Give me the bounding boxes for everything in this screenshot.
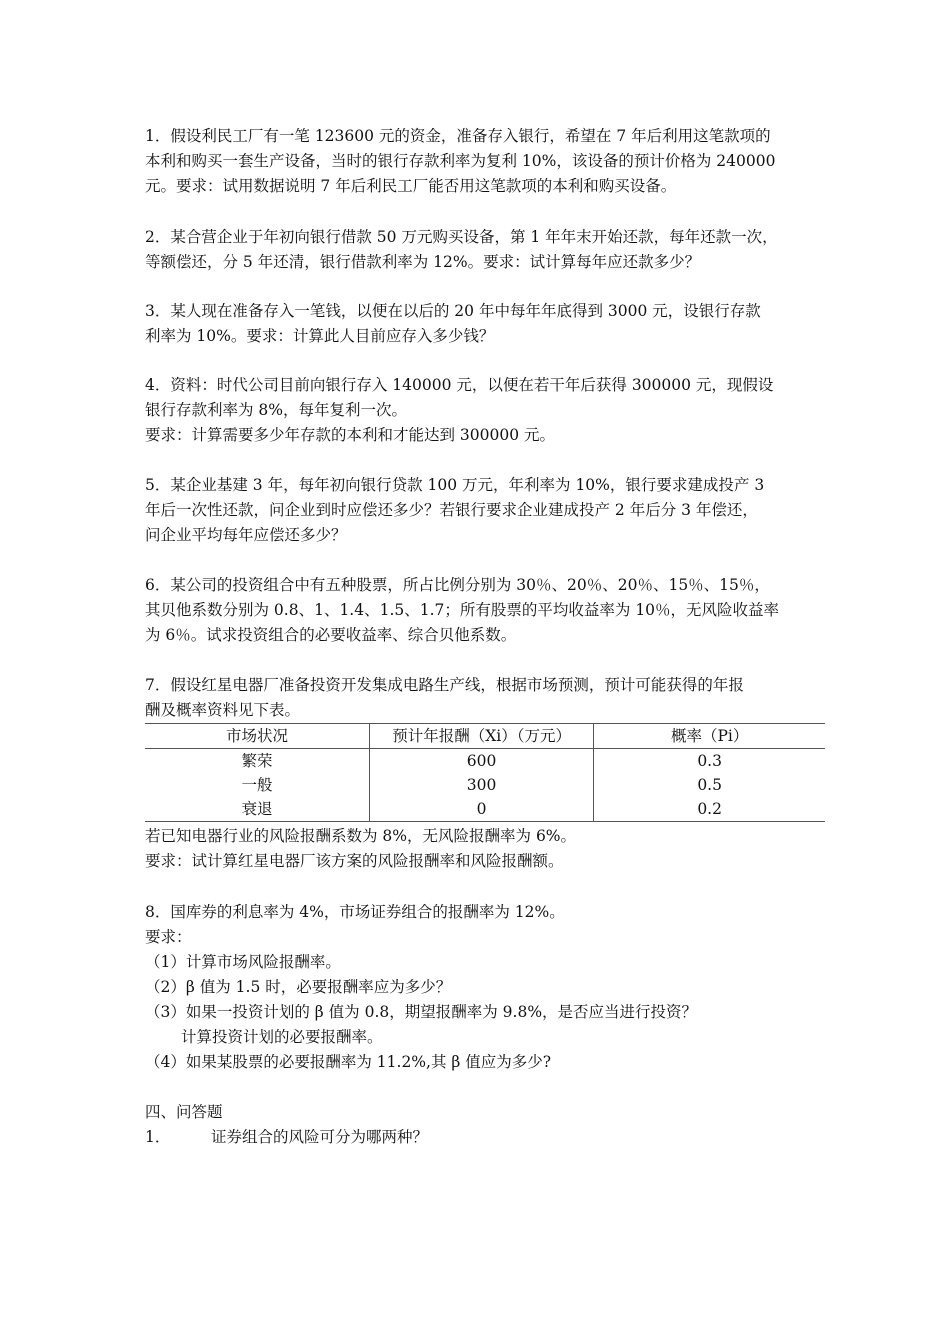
question-4	[145, 373, 825, 448]
text-line: 3．某人现在准备存入一笔钱，以便在以后的 20 年中每年年底得到 3000 元，设银行存款	[145, 302, 761, 320]
table-cell: 0.2	[594, 797, 825, 822]
text-line: 若已知电器行业的风险报酬系数为 8%，无风险报酬率为 6%。	[145, 827, 577, 845]
text-line: 4．资料：时代公司目前向银行存入 140000 元，以便在若干年后获得 300000 元，现假设	[145, 376, 774, 394]
question-2	[145, 225, 825, 275]
column-header: 预计年报酬（Xi）（万元）	[369, 724, 593, 749]
text-line: 计算投资计划的必要报酬率。	[181, 1028, 383, 1046]
text-line: 酬及概率资料见下表。	[145, 701, 301, 719]
text-line: 其贝他系数分别为 0.8、1、1.4、1.5、1.7；所有股票的平均收益率为 10％，无风险收益率	[145, 601, 780, 619]
text-line: 6．某公司的投资组合中有五种股票，所占比例分别为 30％、20％、20％、15％、15％，	[145, 576, 770, 594]
text-line: （1）计算市场风险报酬率。	[145, 953, 341, 971]
text-line: 问企业平均每年应偿还多少？	[145, 526, 347, 544]
table-cell: 0.3	[594, 749, 825, 774]
text-line: 银行存款利率为 8%，每年复利一次。	[145, 401, 408, 419]
section-heading: 四、问答题	[145, 1103, 223, 1121]
text-line: （4）如果某股票的必要报酬率为 11.2%,其 β 值应为多少?	[145, 1053, 552, 1071]
probability-table	[145, 723, 825, 822]
text-line: 元。要求：试用数据说明 7 年后利民工厂能否用这笔款项的本利和购买设备。	[145, 177, 677, 195]
table-row	[145, 749, 825, 774]
table-row	[145, 797, 825, 822]
text-line: 要求：	[145, 928, 192, 946]
text-line: 5．某企业基建 3 年，每年初向银行贷款 100 万元，年利率为 10%，银行要求建成投产 3	[145, 476, 765, 494]
item-text: 证券组合的风险可分为哪两种？	[211, 1128, 429, 1146]
question-7-requirements	[145, 824, 825, 874]
section-4	[145, 1100, 825, 1150]
item-number: 1．	[145, 1128, 171, 1146]
table-cell: 一般	[241, 776, 273, 794]
text-line: 等额偿还，分 5 年还清，银行借款利率为 12%。要求：试计算每年应还款多少？	[145, 253, 701, 271]
text-line: 要求：计算需要多少年存款的本利和才能达到 300000 元。	[145, 426, 556, 444]
text-line: 为 6％。试求投资组合的必要收益率、综合贝他系数。	[145, 626, 517, 644]
question-7	[145, 673, 825, 723]
text-line: 要求：试计算红星电器厂该方案的风险报酬率和风险报酬额。	[145, 852, 564, 870]
text-line: （3）如果一投资计划的 β 值为 0.8，期望报酬率为 9.8%，是否应当进行投资？	[145, 1003, 698, 1021]
table-header-row	[145, 724, 825, 749]
table-cell: 0	[369, 797, 593, 822]
table-cell: 繁荣	[241, 752, 273, 770]
column-header: 概率（Pi）	[594, 724, 825, 749]
text-line: 1．假设利民工厂有一笔 123600 元的资金，准备存入银行，希望在 7 年后利用这笔款项的	[145, 127, 771, 145]
table-cell: 600	[369, 749, 593, 774]
table-cell: 300	[369, 773, 593, 797]
table-cell: 衰退	[145, 797, 369, 822]
list-item	[145, 1125, 825, 1150]
question-6	[145, 573, 825, 648]
table-cell: 0.5	[594, 773, 825, 797]
text-line: 本利和购买一套生产设备，当时的银行存款利率为复利 10%，该设备的预计价格为 240000	[145, 152, 776, 170]
text-line: 2．某合营企业于年初向银行借款 50 万元购买设备，第 1 年年末开始还款，每年还款一次，	[145, 228, 778, 246]
text-line: 年后一次性还款，问企业到时应偿还多少？若银行要求企业建成投产 2 年后分 3 年偿还，	[145, 501, 758, 519]
text-line: 利率为 10%。要求：计算此人目前应存入多少钱？	[145, 327, 495, 345]
text-line: （2）β 值为 1.5 时，必要报酬率应为多少？	[145, 978, 452, 996]
text-line: 7．假设红星电器厂准备投资开发集成电路生产线，根据市场预测，预计可能获得的年报	[145, 676, 744, 694]
question-1	[145, 124, 825, 199]
table-row	[145, 773, 825, 797]
question-3	[145, 299, 825, 349]
question-8	[145, 900, 825, 1075]
text-line: 8．国库券的利息率为 4%，市场证券组合的报酬率为 12%。	[145, 903, 565, 921]
column-header: 市场状况	[145, 724, 369, 749]
question-5	[145, 473, 825, 548]
